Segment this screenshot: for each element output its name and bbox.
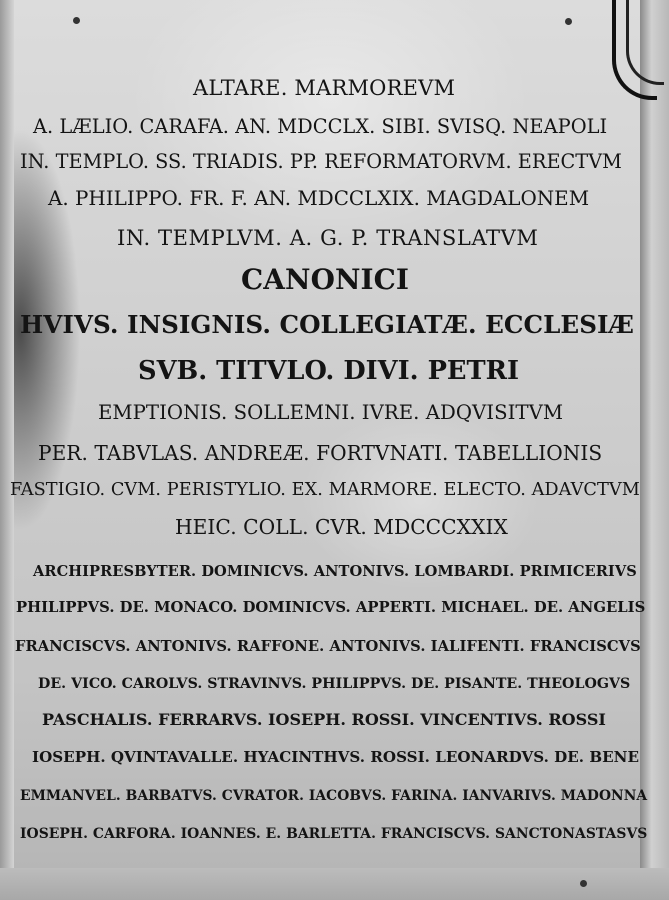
inscription-line: ALTARE. MARMOREVM (193, 75, 456, 100)
marble-right-edge (640, 0, 669, 900)
marble-bottom-edge (0, 868, 669, 900)
inscription-line: PASCHALIS. FERRARVS. IOSEPH. ROSSI. VINCENTIVS. ROSSI (42, 710, 606, 729)
inscription-line: A. PHILIPPO. FR. F. AN. MDCCLXIX. MAGDALONEM (48, 187, 590, 211)
screw-icon (73, 17, 80, 24)
inscription-heading: CANONICI (241, 263, 410, 297)
inscription-line: IOSEPH. CARFORA. IOANNES. E. BARLETTA. FRANCISCVS. SANCTONASTASVS (20, 826, 648, 843)
inscription-line: ARCHIPRESBYTER. DOMINICVS. ANTONIVS. LOMBARDI. PRIMICERIVS (33, 562, 637, 580)
inscription-line: HEIC. COLL. CVR. MDCCCXXIX (175, 514, 508, 539)
screw-icon (565, 18, 572, 25)
inscription-line: IN. TEMPLVM. A. G. P. TRANSLATVM (117, 225, 539, 250)
inscription-line: EMMANVEL. BARBATVS. CVRATOR. IACOBVS. FARINA. IANVARIVS. MADONNA (20, 788, 648, 805)
inscription-heading: HVIVS. INSIGNIS. COLLEGIATÆ. ECCLESIÆ (20, 309, 634, 339)
inscription-heading: SVB. TITVLO. DIVI. PETRI (138, 356, 520, 387)
inscription-line: PER. TABVLAS. ANDREÆ. FORTVNATI. TABELLIONIS (38, 440, 603, 465)
inscription-line: IOSEPH. QVINTAVALLE. HYACINTHVS. ROSSI. LEONARDVS. DE. BENE (32, 748, 639, 767)
inscription-line: DE. VICO. CAROLVS. STRAVINVS. PHILIPPVS. DE. PISANTE. THEOLOGVS (38, 675, 631, 692)
inscription-line: EMPTIONIS. SOLLEMNI. IVRE. ADQVISITVM (98, 401, 564, 425)
screw-icon (580, 880, 587, 887)
inscription-line: FRANCISCVS. ANTONIVS. RAFFONE. ANTONIVS. IALIFENTI. FRANCISCVS (15, 637, 641, 655)
inscription-line: PHILIPPVS. DE. MONACO. DOMINICVS. APPERTI. MICHAEL. DE. ANGELIS (16, 598, 646, 616)
inscription-line: A. LÆLIO. CARAFA. AN. MDCCLX. SIBI. SVISQ. NEAPOLI (33, 115, 608, 139)
inscription-line: IN. TEMPLO. SS. TRIADIS. PP. REFORMATORVM. ERECTVM (20, 150, 622, 174)
marble-left-edge (0, 0, 14, 900)
inscription-line: FASTIGIO. CVM. PERISTYLIO. EX. MARMORE. ELECTO. ADAVCTVM (10, 480, 640, 501)
